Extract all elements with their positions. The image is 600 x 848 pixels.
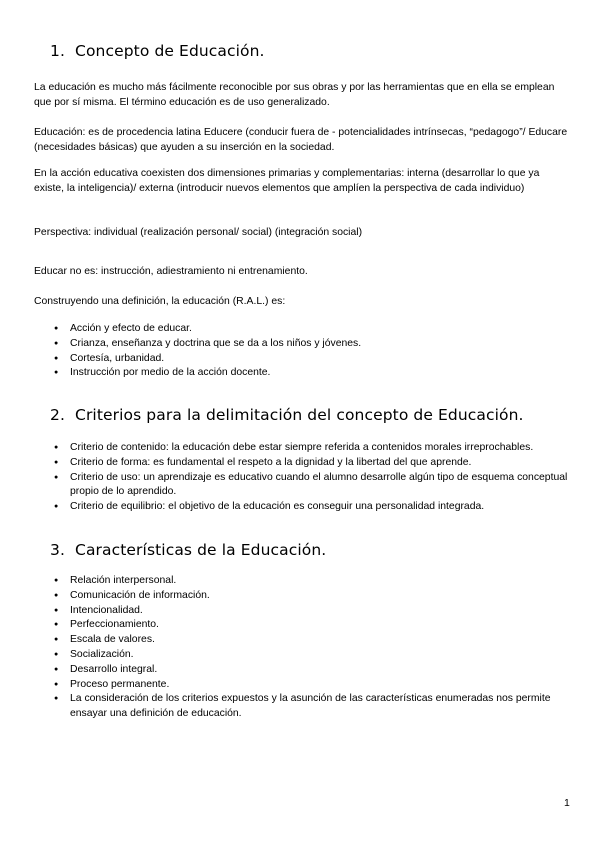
list-item: ● Proceso permanente.	[54, 678, 574, 693]
paragraph: Educación: es de procedencia latina Educere (conducir fuera de - potencialidades intrínsecas, “pedagogo”/ Educare (necesidades básicas) que ayuden a su inserción en la sociedad.	[34, 127, 568, 153]
paragraph: Educar no es: instrucción, adiestramiento ni entrenamiento.	[34, 266, 308, 277]
list-item: ● Intencionalidad.	[54, 604, 574, 619]
section-3-number: 3.	[50, 541, 65, 559]
list-item: ● Desarrollo integral.	[54, 663, 574, 678]
section-2-number: 2.	[50, 406, 65, 424]
list-item: ● Crianza, enseñanza y doctrina que se da a los niños y jóvenes.	[54, 337, 574, 352]
paragraph: Perspectiva: individual (realización personal/ social) (integración social)	[34, 227, 363, 238]
list-item: ● Acción y efecto de educar.	[54, 322, 574, 337]
section-3-list	[54, 574, 574, 722]
list-item: ● Criterio de contenido: la educación debe estar siempre referida a contenidos morales irreprochables.	[54, 441, 574, 456]
list-item: ● Comunicación de información.	[54, 589, 574, 604]
list-item: ● Criterio de equilibrio: el objetivo de la educación es conseguir una personalidad integrada.	[54, 500, 574, 515]
section-2-list	[54, 441, 574, 515]
section-3-heading	[50, 541, 326, 559]
list-item: ● Instrucción por medio de la acción docente.	[54, 366, 574, 381]
paragraph: En la acción educativa coexisten dos dimensiones primarias y complementarias: interna (desarrollar lo que ya existe, la inteligencia)/ externa (introducir nuevos elementos que amplíen la perspectiva de cada individuo)	[34, 168, 540, 194]
list-item: ● Perfeccionamiento.	[54, 618, 574, 633]
section-1-number: 1.	[50, 42, 65, 60]
list-item: ● Cortesía, urbanidad.	[54, 352, 574, 367]
list-item: ● Escala de valores.	[54, 633, 574, 648]
section-2-heading	[50, 406, 524, 424]
page-number: 1	[564, 797, 570, 809]
list-item: ● Criterio de uso: un aprendizaje es educativo cuando el alumno desarrolle algún tipo de esquema conceptual propio de lo aprendido.	[54, 471, 574, 501]
paragraph: La educación es mucho más fácilmente reconocible por sus obras y por las herramientas que en ella se emplean que por sí misma. El término educación es de uso generalizado.	[34, 82, 555, 108]
section-2-title: Criterios para la delimitación del concepto de Educación.	[75, 406, 524, 424]
list-item: ● Criterio de forma: es fundamental el respeto a la dignidad y la libertad del que aprende.	[54, 456, 574, 471]
section-1-title: Concepto de Educación.	[75, 42, 265, 60]
section-1-heading	[50, 42, 265, 60]
section-3-title: Características de la Educación.	[75, 541, 327, 559]
list-item: ● Socialización.	[54, 648, 574, 663]
list-item: ● La consideración de los criterios expuestos y la asunción de las características enumeradas nos permite ensayar una definición de educación.	[54, 692, 574, 722]
section-1-list	[54, 322, 574, 381]
list-item: ● Relación interpersonal.	[54, 574, 574, 589]
paragraph: Construyendo una definición, la educación (R.A.L.) es:	[34, 296, 286, 307]
